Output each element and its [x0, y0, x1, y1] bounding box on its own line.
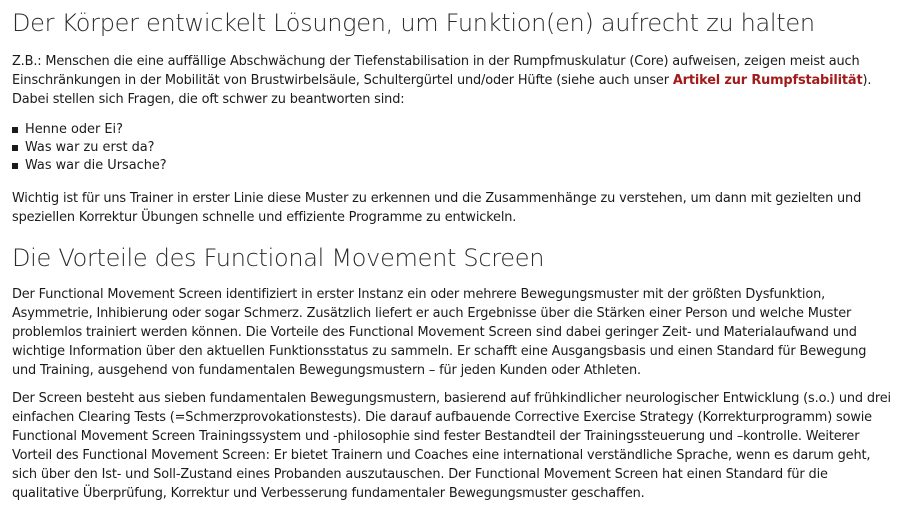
intro-text-before-link: Z.B.: Menschen die eine auffällige Abschwächung der Tiefenstabilisation in der Rumpfmuskulatur (Core) aufweisen, zeigen meist auch Einschränkungen in der Mobilität von Brustwirbelsäule, Schultergürtel und/oder Hüfte (siehe auch unser — [12, 54, 860, 88]
list-item-text: Henne oder Ei? — [25, 122, 123, 137]
questions-list — [12, 121, 167, 175]
section-heading-fms-advantages: Die Vorteile des Functional Movement Screen — [12, 244, 545, 272]
section-heading-body-solutions: Der Körper entwickelt Lösungen, um Funktion(en) aufrecht zu halten — [12, 9, 815, 37]
fms-paragraph-1: Der Functional Movement Screen identifiziert in erster Instanz ein oder mehrere Bewegungsmuster mit der größten Dysfunktion, Asymmetrie, Inhibierung oder sogar Schmerz. Zusätzlich liefert er auch Ergebnisse über die Stärken einer Person und welche Muster problemlos trainiert werden können. Die Vorteile des Functional Movement Screen sind dabei geringer Zeit- und Materialaufwand und wichtige Information über den aktuellen Funktionsstatus zu sammeln. Er schafft eine Ausgangsbasis und einen Standard für Bewegung und Training, ausgehend von fundamentalen Bewegungsmustern – für jeden Kunden oder Athleten. — [12, 287, 867, 378]
list-item — [12, 139, 167, 157]
list-item-text: Was war zu erst da? — [25, 140, 155, 155]
list-item-text: Was war die Ursache? — [25, 158, 167, 173]
intro-paragraph — [12, 52, 892, 109]
square-bullet-icon — [12, 163, 18, 169]
square-bullet-icon — [12, 127, 18, 133]
article-core-stability-link[interactable]: Artikel zur Rumpfstabilität — [672, 73, 863, 88]
list-item — [12, 157, 167, 175]
intro-text-after-link: ). Dabei stellen sich Fragen, die oft schwer zu beantworten sind: — [12, 73, 872, 107]
closing-paragraph: Wichtig ist für uns Trainer in erster Linie diese Muster zu erkennen und die Zusammenhänge zu verstehen, um dann mit gezielten und speziellen Korrektur Übungen schnelle und effiziente Programme zu entwickeln. — [12, 191, 862, 225]
list-item — [12, 121, 167, 139]
square-bullet-icon — [12, 145, 18, 151]
fms-paragraph-2: Der Screen besteht aus sieben fundamentalen Bewegungsmustern, basierend auf frühkindlicher neurologischer Entwicklung (s.o.) und drei einfachen Clearing Tests (=Schmerzprovokationstests). Die darauf aufbauende Corrective Exercise Strategy (Korrekturprogramm) sowie Functional Movement Screen Trainingssystem und -philosophie sind fester Bestandteil der Trainingssteuerung und –kontrolle. Weiterer Vorteil des Functional Movement Screen: Er bietet Trainern und Coaches eine international verständliche Sprache, wenn es darum geht, sich über den Ist- und Soll-Zustand eines Probanden auszutauschen. Der Functional Movement Screen hat einen Standard für die qualitative Überprüfung, Korrektur und Verbesserung fundamentaler Bewegungsmuster geschaffen. — [12, 391, 891, 501]
